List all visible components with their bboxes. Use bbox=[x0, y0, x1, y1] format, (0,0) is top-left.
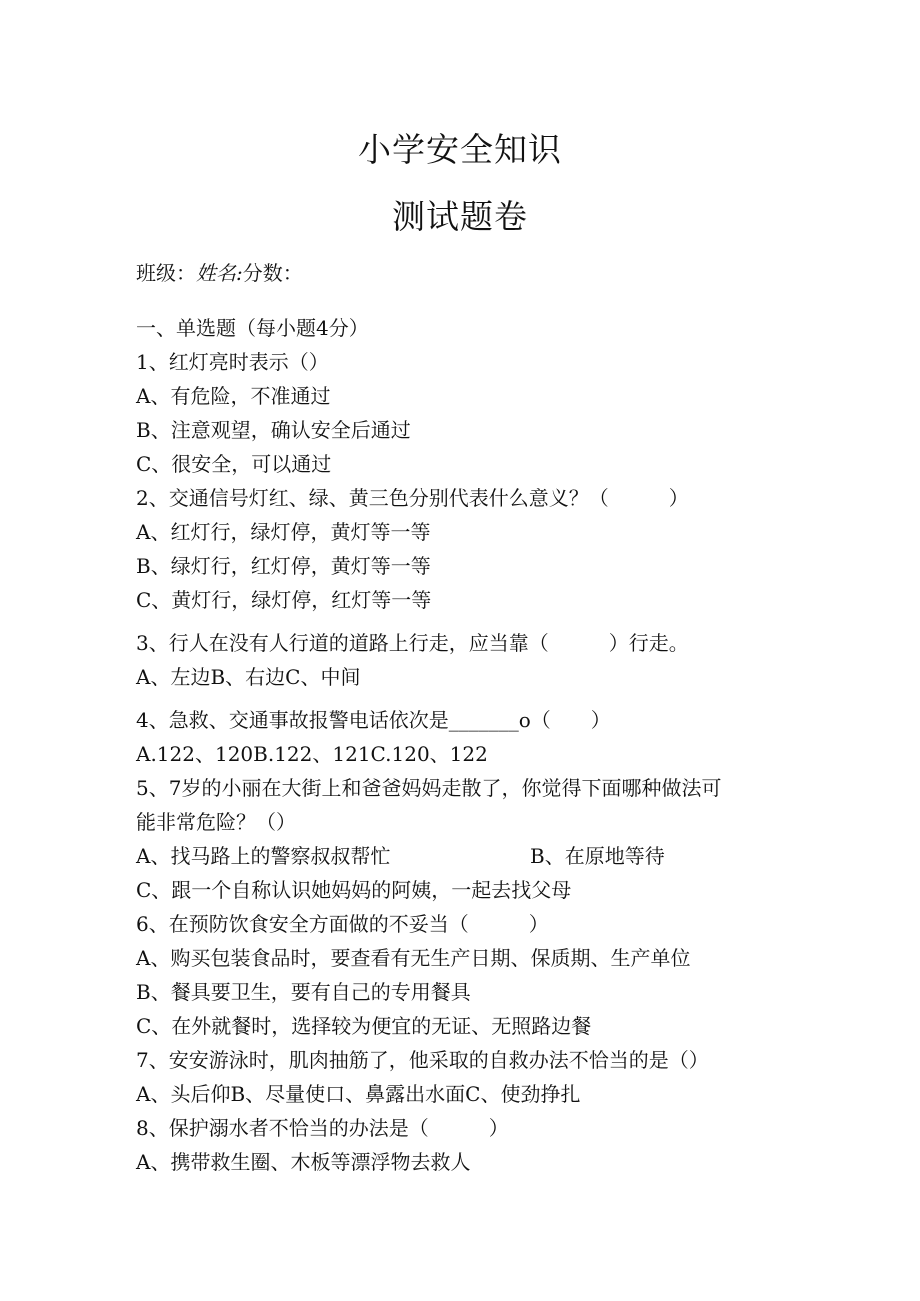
class-label: 班级： bbox=[136, 261, 196, 285]
question-2-stem: 2、交通信号灯红、绿、黄三色分别代表什么意义？（ ） bbox=[136, 486, 689, 510]
name-label: 姓名: bbox=[196, 261, 243, 285]
question-6-option-b: B、餐具要卫生，要有自己的专用餐具 bbox=[136, 980, 471, 1004]
question-7-options: A、头后仰B、尽量使口、鼻露出水面C、使劲挣扎 bbox=[136, 1082, 581, 1106]
section-heading: 一、单选题（每小题4分） bbox=[136, 316, 369, 340]
student-info-line bbox=[136, 257, 303, 286]
score-label: 分数： bbox=[242, 261, 303, 285]
question-6-option-a: A、购买包装食品时，要查看有无生产日期、保质期、生产单位 bbox=[136, 946, 691, 970]
question-3-options: A、左边B、右边C、中间 bbox=[136, 665, 361, 689]
question-3-stem: 3、行人在没有人行道的道路上行走，应当靠（ ）行走。 bbox=[136, 631, 689, 655]
question-6-option-c: C、在外就餐时，选择较为便宜的无证、无照路边餐 bbox=[136, 1014, 592, 1038]
question-8-stem: 8、保护溺水者不恰当的办法是（ ） bbox=[136, 1116, 509, 1140]
question-5-stem-line1: 5、7岁的小丽在大街上和爸爸妈妈走散了，你觉得下面哪种做法可 bbox=[136, 776, 722, 800]
question-list bbox=[136, 311, 816, 1179]
exam-title-line2: 测试题卷 bbox=[392, 197, 528, 236]
question-4-options: A.122、120B.122、121C.120、122 bbox=[136, 742, 488, 766]
question-8-option-a: A、携带救生圈、木板等漂浮物去救人 bbox=[136, 1150, 471, 1174]
question-5-option-b: B、在原地等待 bbox=[530, 844, 665, 868]
question-5-option-a: A、找马路上的警察叔叔帮忙 bbox=[136, 844, 391, 868]
question-2-option-a: A、红灯行，绿灯停，黄灯等一等 bbox=[136, 520, 431, 544]
question-1-option-c: C、很安全，可以通过 bbox=[136, 452, 332, 476]
exam-title-line1: 小学安全知识 bbox=[358, 130, 562, 169]
question-2-option-c: C、黄灯行，绿灯停，红灯等一等 bbox=[136, 588, 432, 612]
question-4-stem: 4、急救、交通事故报警电话依次是_______o（ ） bbox=[136, 708, 611, 732]
question-2-option-b: B、绿灯行，红灯停，黄灯等一等 bbox=[136, 554, 431, 578]
question-1-stem: 1、红灯亮时表示（） bbox=[136, 350, 329, 374]
question-6-stem: 6、在预防饮食安全方面做的不妥当（ ） bbox=[136, 912, 549, 936]
question-1-option-b: B、注意观望，确认安全后通过 bbox=[136, 418, 411, 442]
question-1-option-a: A、有危险，不准通过 bbox=[136, 384, 331, 408]
question-5-stem-line2: 能非常危险？（） bbox=[136, 810, 296, 834]
question-5-option-c: C、跟一个自称认识她妈妈的阿姨，一起去找父母 bbox=[136, 878, 572, 902]
question-7-stem: 7、安安游泳时，肌肉抽筋了，他采取的自救办法不恰当的是（） bbox=[136, 1048, 709, 1072]
question-5-options-ab bbox=[136, 839, 816, 873]
